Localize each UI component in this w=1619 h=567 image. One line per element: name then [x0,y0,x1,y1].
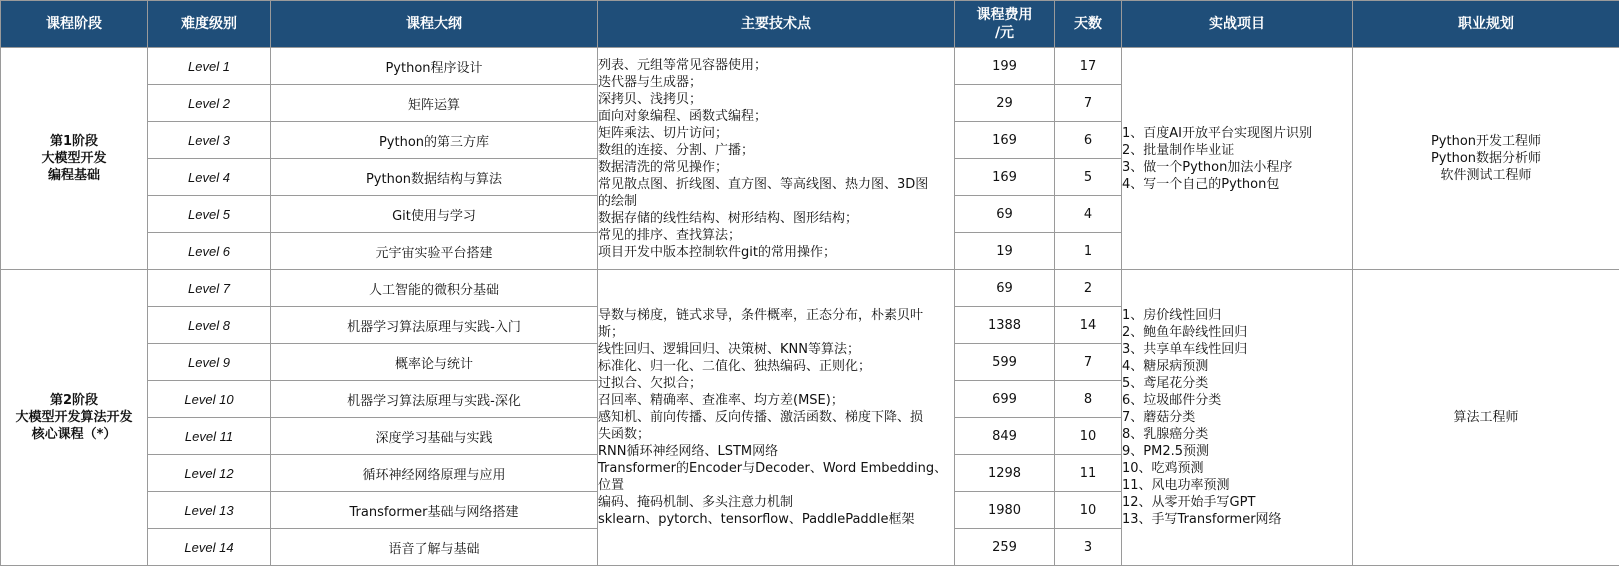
level-cell: Level 13 [148,492,271,529]
project-item: 2、批量制作毕业证 [1122,142,1235,158]
project-item: 1、房价线性回归 [1122,308,1222,323]
days-cell: 7 [1055,344,1122,381]
project-item: 2、鲍鱼年龄线性回归 [1122,325,1248,340]
header-fee-line2: /元 [994,25,1015,41]
tech-line: 列表、元组等常见容器使用； [598,57,768,73]
tech-line: 的绘制 [598,193,638,209]
project-item: 6、垃圾邮件分类 [1122,393,1222,408]
tech-line: 召回率、精确率、查准率、均方差(MSE)； [598,393,844,408]
tech-line: 斯； [598,325,625,340]
tech-line: RNN循环神经网络、LSTM网络 [598,444,779,459]
tech-line: 过拟合、欠拟合； [598,376,703,391]
level-cell: Level 4 [148,159,271,196]
outline-cell: Python程序设计 [271,48,598,85]
days-cell: 10 [1055,492,1122,529]
fee-cell: 169 [955,122,1055,159]
outline-cell: 元宇宙实验平台搭建 [271,233,598,270]
project-item: 11、风电功率预测 [1122,478,1230,493]
outline-cell: 矩阵运算 [271,85,598,122]
tech-line: 失函数； [598,427,651,442]
header-level: 难度级别 [148,1,271,48]
level-cell: Level 10 [148,381,271,418]
stage-name-line: 核心课程（*） [31,427,117,442]
stage-name-line: 大模型开发算法开发 [15,410,133,425]
level-cell: Level 12 [148,455,271,492]
table-row [1,270,1619,307]
days-cell: 2 [1055,270,1122,307]
tech-line: sklearn、pytorch、tensorflow、PaddlePaddle框架 [598,512,915,527]
tech-line: 线性回归、逻辑回归、决策树、KNN等算法； [598,342,860,357]
tech-line: 感知机、前向传播、反向传播、激活函数、梯度下降、损 [598,410,924,425]
career-item: 算法工程师 [1453,410,1519,425]
outline-cell: 深度学习基础与实践 [271,418,598,455]
career-item: Python开发工程师 [1430,134,1542,149]
outline-cell: Python数据结构与算法 [271,159,598,196]
level-cell: Level 1 [148,48,271,85]
fee-cell: 1298 [955,455,1055,492]
tech-line: 项目开发中版本控制软件git的常用操作； [598,244,836,260]
fee-cell: 1388 [955,307,1055,344]
fee-cell: 1980 [955,492,1055,529]
days-cell: 10 [1055,418,1122,455]
header-fee [955,1,1055,48]
header-stage: 课程阶段 [1,1,148,48]
days-cell: 3 [1055,529,1122,566]
level-cell: Level 9 [148,344,271,381]
level-cell: Level 2 [148,85,271,122]
outline-cell: 机器学习算法原理与实践-入门 [271,307,598,344]
fee-cell: 199 [955,48,1055,85]
stage-1-projects [1122,48,1353,270]
stage-1-tech-points [598,48,955,270]
tech-line: 导数与梯度，链式求导，条件概率，正态分布，朴素贝叶 [598,308,924,323]
project-item: 7、蘑菇分类 [1122,410,1196,425]
stage-2-name [1,270,148,566]
stage-2-career [1353,270,1619,566]
tech-line: 数组的连接、分割、广播； [598,142,755,158]
stage-2-projects [1122,270,1353,566]
tech-line: 面向对象编程、函数式编程； [598,108,768,124]
fee-cell: 599 [955,344,1055,381]
tech-line: Transformer的Encoder与Decoder、Word Embedding、位置 [598,461,948,493]
stage-name-line: 第1阶段 [49,134,99,149]
stage-2-tech-points [598,270,955,566]
level-cell: Level 11 [148,418,271,455]
stage-name-line: 第2阶段 [49,393,99,408]
table-row [1,48,1619,85]
fee-cell: 849 [955,418,1055,455]
tech-line: 数据存储的线性结构、树形结构、图形结构； [598,210,859,226]
fee-cell: 69 [955,270,1055,307]
level-cell: Level 3 [148,122,271,159]
header-outline: 课程大纲 [271,1,598,48]
tech-line: 标准化、归一化、二值化、独热编码、正则化； [598,359,872,374]
header-row [1,1,1619,48]
project-item: 4、糖尿病预测 [1122,359,1209,374]
fee-cell: 259 [955,529,1055,566]
project-item: 5、鸢尾花分类 [1122,376,1209,391]
stage-name-line: 编程基础 [47,168,100,183]
header-fee-line1: 课程费用 [976,7,1033,23]
level-cell: Level 14 [148,529,271,566]
days-cell: 5 [1055,159,1122,196]
days-cell: 14 [1055,307,1122,344]
stage-1-career [1353,48,1619,270]
header-career: 职业规划 [1353,1,1619,48]
level-cell: Level 8 [148,307,271,344]
fee-cell: 169 [955,159,1055,196]
tech-line: 深拷贝、浅拷贝； [598,91,703,107]
project-item: 1、百度AI开放平台实现图片识别 [1122,125,1312,141]
outline-cell: 人工智能的微积分基础 [271,270,598,307]
project-item: 8、乳腺癌分类 [1122,427,1209,442]
project-item: 10、吃鸡预测 [1122,461,1204,476]
level-cell: Level 5 [148,196,271,233]
tech-line: 矩阵乘法、切片访问； [598,125,729,141]
career-item: 软件测试工程师 [1440,168,1532,183]
outline-cell: Python的第三方库 [271,122,598,159]
days-cell: 8 [1055,381,1122,418]
level-cell: Level 7 [148,270,271,307]
fee-cell: 19 [955,233,1055,270]
career-item: Python数据分析师 [1430,151,1542,166]
fee-cell: 699 [955,381,1055,418]
project-item: 3、做一个Python加法小程序 [1122,159,1293,175]
tech-line: 常见的排序、查找算法； [598,227,742,243]
project-item: 3、共享单车线性回归 [1122,342,1248,357]
days-cell: 11 [1055,455,1122,492]
tech-line: 迭代器与生成器； [598,74,703,90]
tech-line: 常见散点图、折线图、直方图、等高线图、热力图、3D图 [598,176,929,192]
days-cell: 1 [1055,233,1122,270]
days-cell: 4 [1055,196,1122,233]
tech-line: 数据清洗的常见操作； [598,159,729,175]
header-days: 天数 [1055,1,1122,48]
header-tech: 主要技术点 [598,1,955,48]
fee-cell: 29 [955,85,1055,122]
days-cell: 7 [1055,85,1122,122]
stage-1-name [1,48,148,270]
level-cell: Level 6 [148,233,271,270]
project-item: 12、从零开始手写GPT [1122,495,1256,510]
header-project: 实战项目 [1122,1,1353,48]
project-item: 13、手写Transformer网络 [1122,512,1282,527]
outline-cell: Git使用与学习 [271,196,598,233]
days-cell: 17 [1055,48,1122,85]
stage-name-line: 大模型开发 [41,151,107,166]
outline-cell: 机器学习算法原理与实践-深化 [271,381,598,418]
tech-line: 编码、掩码机制、多头注意力机制 [598,495,794,510]
fee-cell: 69 [955,196,1055,233]
project-item: 9、PM2.5预测 [1122,444,1210,459]
days-cell: 6 [1055,122,1122,159]
outline-cell: 循环神经网络原理与应用 [271,455,598,492]
outline-cell: 概率论与统计 [271,344,598,381]
outline-cell: 语音了解与基础 [271,529,598,566]
outline-cell: Transformer基础与网络搭建 [271,492,598,529]
project-item: 4、写一个自己的Python包 [1122,176,1280,192]
